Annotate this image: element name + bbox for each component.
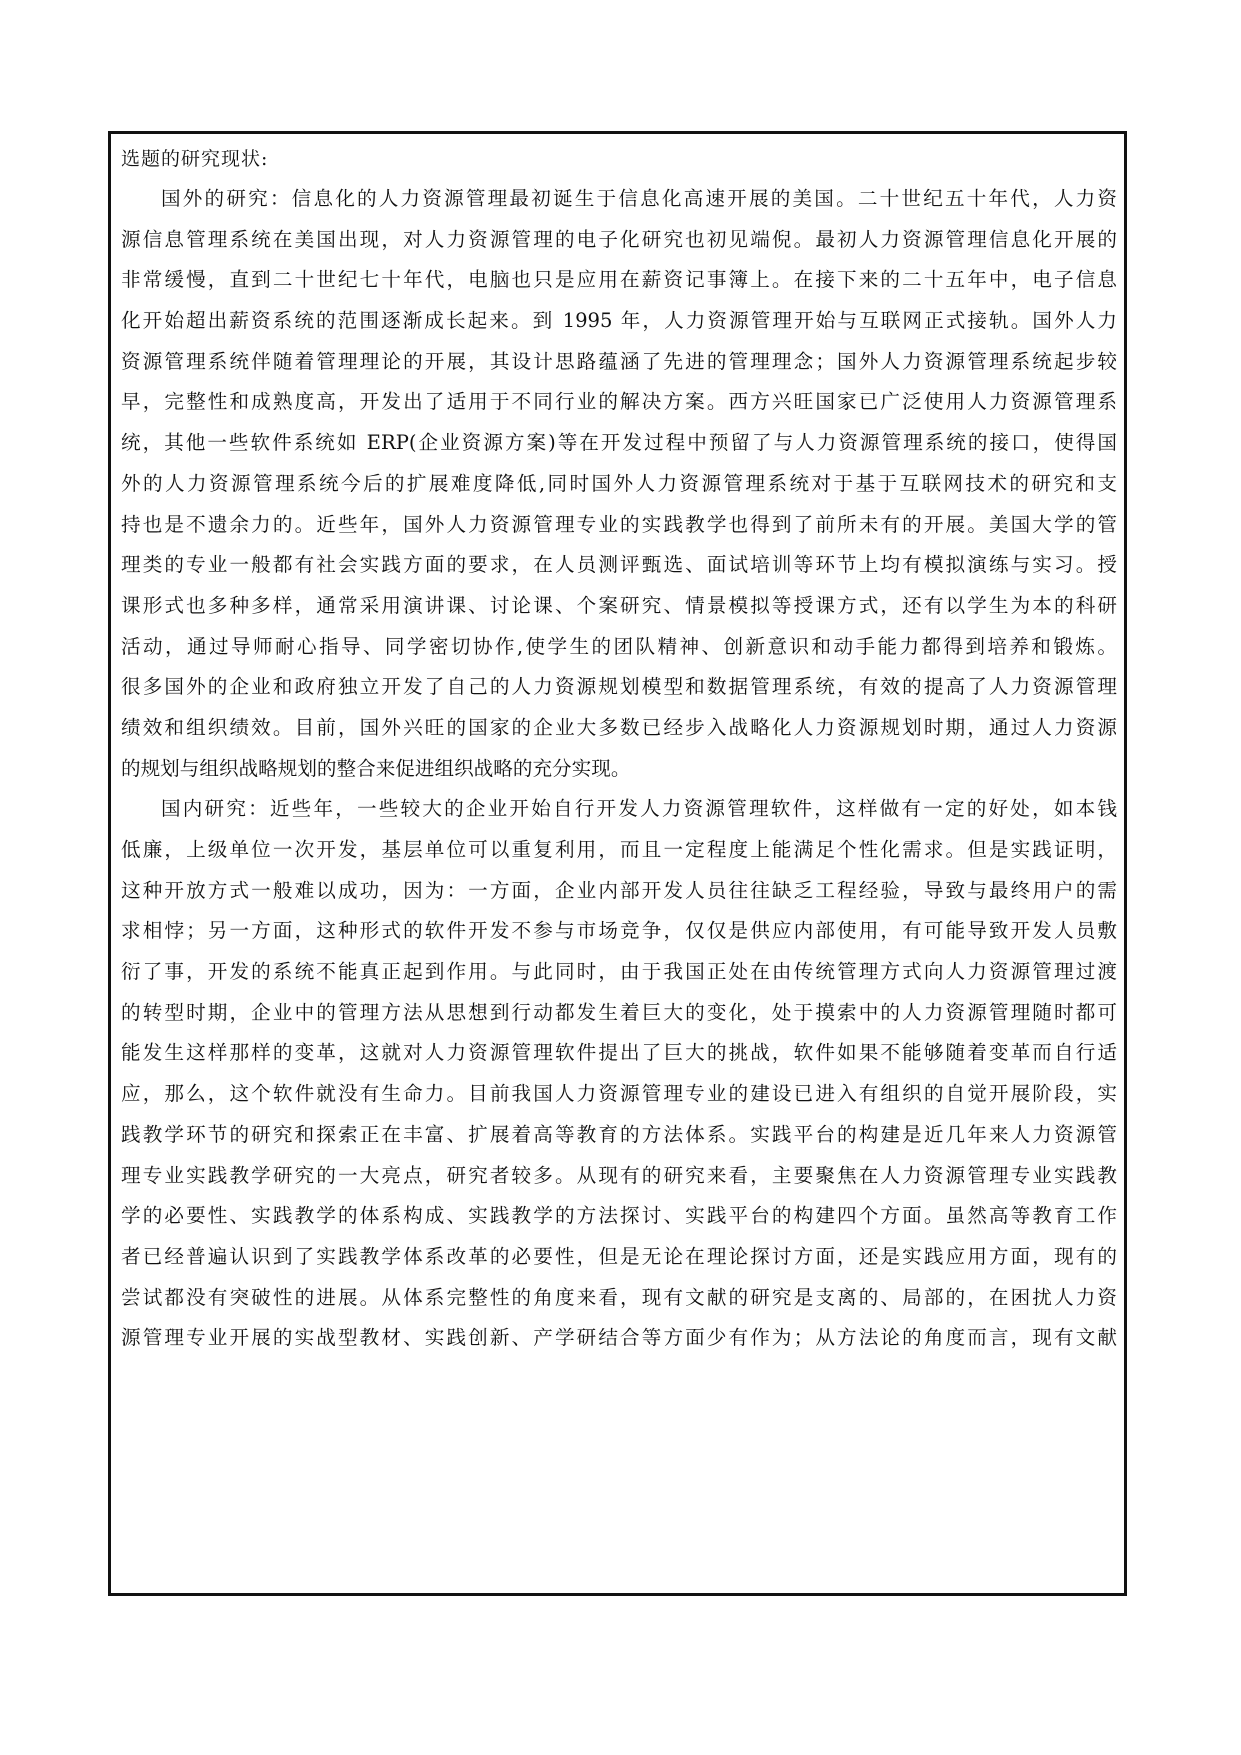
text-line: 理类的专业一般都有社会实践方面的要求，在人员测评甄选、面试培训等环节上均有模拟演练与实习。授 bbox=[121, 553, 1117, 577]
text-line: 的转型时期，企业中的管理方法从思想到行动都发生着巨大的变化，处于摸索中的人力资源管理随时都可 bbox=[121, 1000, 1117, 1024]
text-line: 学的必要性、实践教学的体系构成、实践教学的方法探讨、实践平台的构建四个方面。虽然高等教育工作 bbox=[121, 1204, 1117, 1228]
text-line: 持也是不遗余力的。近些年，国外人力资源管理专业的实践教学也得到了前所未有的开展。美国大学的管 bbox=[121, 512, 1117, 536]
text-line: 这种开放方式一般难以成功，因为：一方面，企业内部开发人员往往缺乏工程经验，导致与最终用户的需 bbox=[121, 878, 1117, 902]
text-line: 源信息管理系统在美国出现，对人力资源管理的电子化研究也初见端倪。最初人力资源管理信息化开展的 bbox=[121, 227, 1117, 251]
text-line: 低廉，上级单位一次开发，基层单位可以重复利用，而且一定程度上能满足个性化需求。但是实践证明， bbox=[121, 838, 1117, 861]
text-line: 统，其他一些软件系统如 ERP(企业资源方案)等在开发过程中预留了与人力资源管理系统的接口，使得国 bbox=[121, 431, 1117, 455]
text-line: 理专业实践教学研究的一大亮点，研究者较多。从现有的研究来看，主要聚焦在人力资源管理专业实践教 bbox=[121, 1163, 1117, 1187]
text-line: 的规划与组织战略规划的整合来促进组织战略的充分实现。 bbox=[121, 756, 631, 780]
body-text bbox=[121, 179, 1117, 1359]
text-line: 课形式也多种多样，通常采用演讲课、讨论课、个案研究、情景模拟等授课方式，还有以学生为本的科研 bbox=[121, 593, 1117, 617]
text-line: 求相悖；另一方面，这种形式的软件开发不参与市场竞争，仅仅是供应内部使用，有可能导致开发人员敷 bbox=[121, 919, 1117, 943]
text-line: 衍了事，开发的系统不能真正起到作用。与此同时，由于我国正处在由传统管理方式向人力资源管理过渡 bbox=[121, 960, 1117, 984]
text-line: 国外的研究：信息化的人力资源管理最初诞生于信息化高速开展的美国。二十世纪五十年代，人力资 bbox=[161, 187, 1117, 210]
text-line: 尝试都没有突破性的进展。从体系完整性的角度来看，现有文献的研究是支离的、局部的，在困扰人力资 bbox=[121, 1285, 1117, 1309]
text-line: 绩效和组织绩效。目前，国外兴旺的国家的企业大多数已经步入战略化人力资源规划时期，通过人力资源 bbox=[121, 715, 1117, 739]
text-line: 活动，通过导师耐心指导、同学密切协作,使学生的团队精神、创新意识和动手能力都得到培养和锻炼。 bbox=[121, 634, 1117, 658]
text-line: 早，完整性和成熟度高，开发出了适用于不同行业的解决方案。西方兴旺国家已广泛使用人力资源管理系 bbox=[121, 390, 1117, 414]
text-line: 非常缓慢，直到二十世纪七十年代，电脑也只是应用在薪资记事簿上。在接下来的二十五年中，电子信息 bbox=[121, 268, 1117, 292]
text-line: 应，那么，这个软件就没有生命力。目前我国人力资源管理专业的建设已进入有组织的自觉开展阶段，实 bbox=[121, 1082, 1117, 1106]
text-line: 资源管理系统伴随着管理理论的开展，其设计思路蕴涵了先进的管理理念；国外人力资源管理系统起步较 bbox=[121, 349, 1117, 373]
text-line: 践教学环节的研究和探索正在丰富、扩展着高等教育的方法体系。实践平台的构建是近几年来人力资源管 bbox=[121, 1122, 1117, 1146]
text-line: 国内研究：近些年，一些较大的企业开始自行开发人力资源管理软件，这样做有一定的好处，如本钱 bbox=[161, 797, 1117, 821]
text-line: 者已经普遍认识到了实践教学体系改革的必要性，但是无论在理论探讨方面，还是实践应用方面，现有的 bbox=[121, 1244, 1117, 1268]
section-heading: 选题的研究现状: bbox=[121, 148, 269, 170]
text-line: 外的人力资源管理系统今后的扩展难度降低,同时国外人力资源管理系统对于基于互联网技术的研究和支 bbox=[121, 471, 1117, 495]
text-line: 能发生这样那样的变革，这就对人力资源管理软件提出了巨大的挑战，软件如果不能够随着变革而自行适 bbox=[121, 1041, 1117, 1065]
text-line: 源管理专业开展的实战型教材、实践创新、产学研结合等方面少有作为；从方法论的角度而言，现有文献 bbox=[121, 1326, 1117, 1350]
text-line: 很多国外的企业和政府独立开发了自己的人力资源规划模型和数据管理系统，有效的提高了人力资源管理 bbox=[121, 675, 1117, 699]
text-line: 化开始超出薪资系统的范围逐渐成长起来。到 1995 年，人力资源管理开始与互联网正式接轨。国外人力 bbox=[121, 309, 1117, 333]
research-status-box bbox=[108, 131, 1127, 1596]
